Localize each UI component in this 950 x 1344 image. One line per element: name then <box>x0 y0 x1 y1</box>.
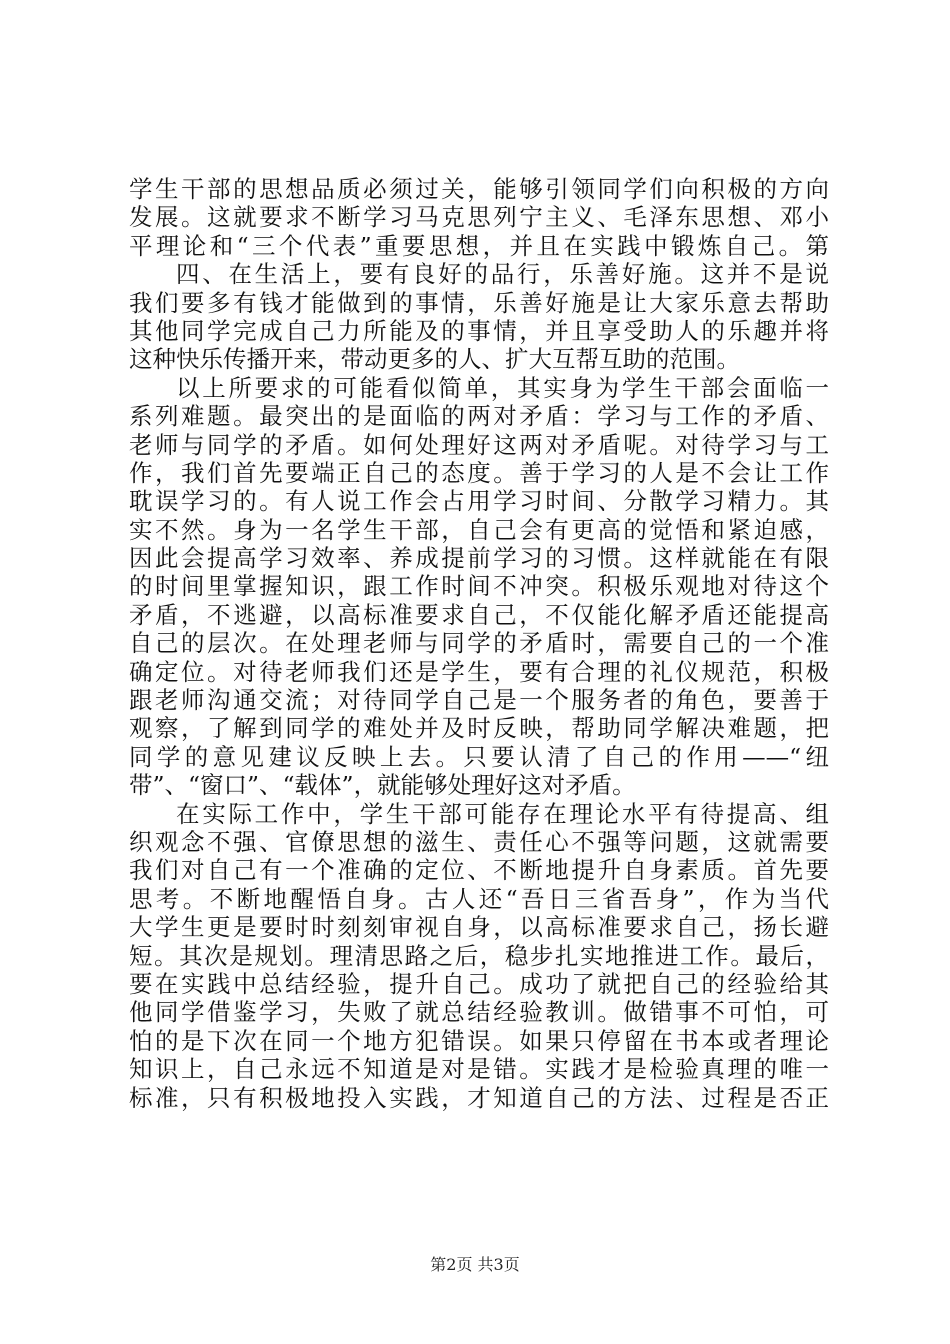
text-line: 确定位。对待老师我们还是学生，要有合理的礼仪规范，积极 <box>129 657 829 686</box>
text-line: 的时间里掌握知识，跟工作时间不冲突。积极乐观地对待这个 <box>129 572 829 601</box>
text-line: 因此会提高学习效率、养成提前学习的习惯。这样就能在有限 <box>129 544 829 573</box>
text-line: 标准，只有积极地投入实践，才知道自己的方法、过程是否正 <box>129 1083 829 1112</box>
text-line: 同学的意见建议反映上去。只要认清了自己的作用——“纽 <box>129 742 829 771</box>
text-line: 发展。这就要求不断学习马克思列宁主义、毛泽东思想、邓小 <box>129 203 829 232</box>
text-line: 这种快乐传播开来，带动更多的人、扩大互帮互助的范围。 <box>129 345 740 374</box>
text-line: 作，我们首先要端正自己的态度。善于学习的人是不会让工作 <box>129 458 829 487</box>
text-line: 其他同学完成自己力所能及的事情，并且享受助人的乐趣并将 <box>129 316 829 345</box>
text-line: 要在实践中总结经验，提升自己。成功了就把自己的经验给其 <box>129 969 829 998</box>
text-line: 思考。不断地醒悟自身。古人还“吾日三省吾身”，作为当代 <box>129 884 829 913</box>
text-line: 带”、“窗口”、“载体”，就能够处理好这对矛盾。 <box>129 771 636 800</box>
text-line: 以上所要求的可能看似简单，其实身为学生干部会面临一 <box>176 373 829 402</box>
text-line: 我们对自己有一个准确的定位、不断地提升自身素质。首先要 <box>129 856 829 885</box>
text-line: 耽误学习的。有人说工作会占用学习时间、分散学习精力。其 <box>129 487 829 516</box>
text-line: 平理论和“三个代表”重要思想，并且在实践中锻炼自己。第 <box>129 231 829 260</box>
page-footer <box>0 1255 950 1275</box>
text-line: 我们要多有钱才能做到的事情，乐善好施是让大家乐意去帮助 <box>129 288 829 317</box>
text-line: 跟老师沟通交流；对待同学自己是一个服务者的角色，要善于 <box>129 686 829 715</box>
text-line: 学生干部的思想品质必须过关，能够引领同学们向积极的方向 <box>129 175 829 203</box>
page-indicator: 第2页 共3页 <box>430 1255 520 1274</box>
document-body <box>129 175 829 1112</box>
text-line: 四、在生活上，要有良好的品行，乐善好施。这并不是说 <box>176 260 829 289</box>
text-line: 大学生更是要时时刻刻审视自身，以高标准要求自己，扬长避 <box>129 913 829 942</box>
text-line: 怕的是下次在同一个地方犯错误。如果只停留在书本或者理论 <box>129 1026 829 1055</box>
text-line: 知识上，自己永远不知道是对是错。实践才是检验真理的唯一 <box>129 1055 829 1084</box>
text-line: 观察，了解到同学的难处并及时反映，帮助同学解决难题，把 <box>129 714 829 743</box>
text-line: 织观念不强、官僚思想的滋生、责任心不强等问题，这就需要 <box>129 827 829 856</box>
text-line: 矛盾，不逃避，以高标准要求自己，不仅能化解矛盾还能提高 <box>129 600 829 629</box>
text-line: 实不然。身为一名学生干部，自己会有更高的觉悟和紧迫感， <box>129 515 829 544</box>
text-line: 在实际工作中，学生干部可能存在理论水平有待提高、组 <box>176 799 829 828</box>
text-line: 他同学借鉴学习，失败了就总结经验教训。做错事不可怕，可 <box>129 998 829 1027</box>
text-line: 自己的层次。在处理老师与同学的矛盾时，需要自己的一个准 <box>129 629 829 658</box>
text-line: 老师与同学的矛盾。如何处理好这两对矛盾呢。对待学习与工 <box>129 430 829 459</box>
text-line: 系列难题。最突出的是面临的两对矛盾：学习与工作的矛盾、 <box>129 402 829 431</box>
text-line: 短。其次是规划。理清思路之后，稳步扎实地推进工作。最后， <box>129 941 829 970</box>
